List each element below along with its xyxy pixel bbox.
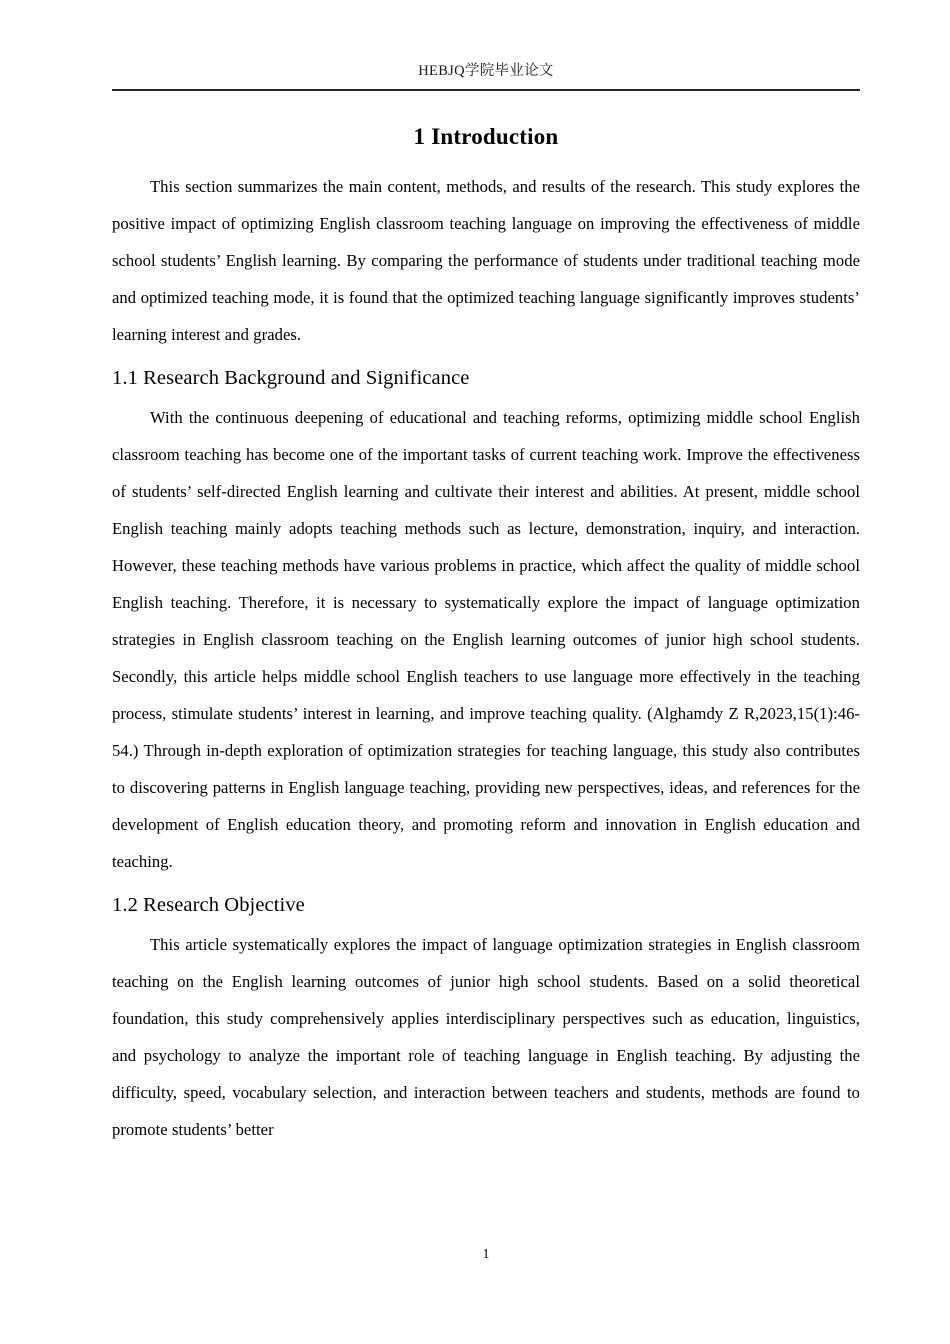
- page-title: 1 Introduction: [413, 124, 559, 149]
- running-header-text: HEBJQ学院毕业论文: [418, 63, 554, 79]
- section-heading-1-1: 1.1 Research Background and Significance: [112, 367, 470, 389]
- document-body: [112, 108, 860, 1148]
- paragraph-research-background: With the continuous deepening of educational and teaching reforms, optimizing middle school English classroom teaching has become one of the important tasks of current teaching work. Improve the effectiveness of students’ self-directed English learning and cultivate their interest and abilities. At present, middle school English teaching mainly adopts teaching methods such as lecture, demonstration, inquiry, and interaction. However, these teaching methods have various problems in practice, which affect the quality of middle school English teaching. Therefore, it is necessary to systematically explore the impact of language optimization strategies in English classroom teaching on the English learning outcomes of junior high school students. Secondly, this article helps middle school English teachers to use language more effectively in the teaching process, stimulate students’ interest in learning, and improve teaching quality. (Alghamdy Z R,2023,15(1):46-54.) Through in-depth exploration of optimization strategies for teaching language, this study also contributes to discovering patterns in English language teaching, providing new perspectives, ideas, and references for the development of English education theory, and promoting reform and innovation in English education and teaching.: [112, 408, 860, 871]
- paragraph-abstract-summary: This section summarizes the main content, methods, and results of the research. This study explores the positive impact of optimizing English classroom teaching language on improving the effectiveness of middle school students’ English learning. By comparing the performance of students under traditional teaching mode and optimized teaching mode, it is found that the optimized teaching language significantly improves students’ learning interest and grades.: [112, 177, 860, 344]
- paragraph-research-objective: This article systematically explores the impact of language optimization strategies in English classroom teaching on the English learning outcomes of junior high school students. Based on a solid theoretical foundation, this study comprehensively applies interdisciplinary perspectives such as education, linguistics, and psychology to analyze the important role of teaching language in English teaching. By adjusting the difficulty, speed, vocabulary selection, and interaction between teachers and students, methods are found to promote students’ better: [112, 935, 860, 1139]
- page-number: 1: [482, 1246, 490, 1261]
- header-divider-rule: [112, 89, 860, 91]
- running-header: [112, 62, 860, 80]
- section-heading-1-2: 1.2 Research Objective: [112, 894, 305, 916]
